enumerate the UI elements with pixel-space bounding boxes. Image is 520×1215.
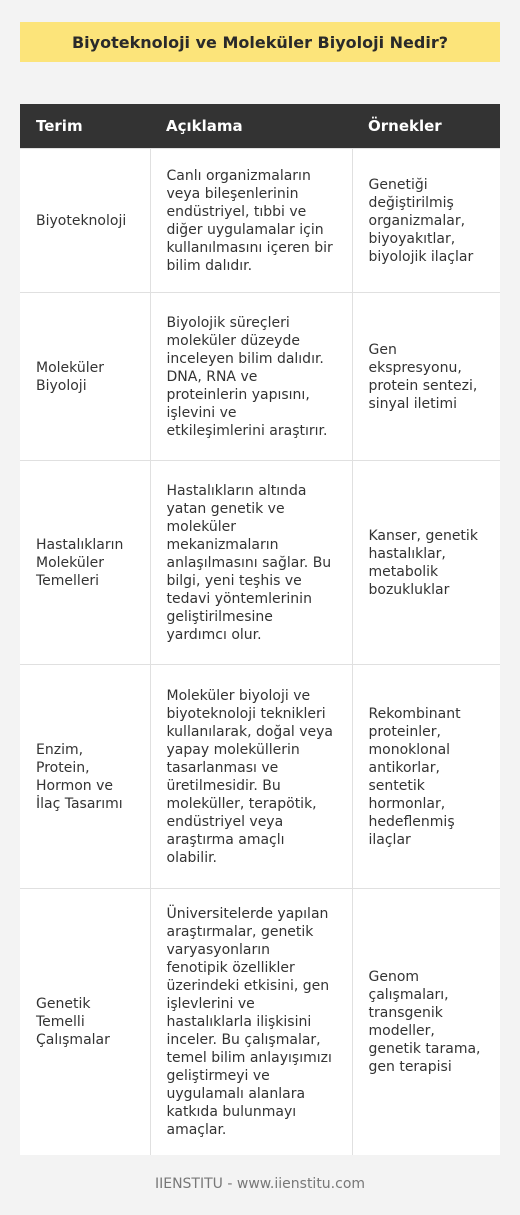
description-cell: Moleküler biyoloji ve biyoteknoloji teknikleri kullanılarak, doğal veya yapay moleküllerin tasarlanması ve üretilmesidir. Bu moleküller, terapötik, endüstriyel veya araştırma amaçlı olabilir.: [150, 665, 352, 889]
page-title-text: Biyoteknoloji ve Moleküler Biyoloji Nedir?: [71, 32, 449, 52]
term-cell: Biyoteknoloji: [20, 149, 150, 293]
examples-cell: Genom çalışmaları, transgenik modeller, genetik tarama, gen terapisi: [352, 889, 500, 1155]
term-cell: Hastalıkların Moleküler Temelleri: [20, 461, 150, 665]
table-header-row: [20, 104, 500, 149]
page-title: [20, 22, 500, 62]
table-row: [20, 461, 500, 665]
description-cell: Üniversitelerde yapılan araştırmalar, genetik varyasyonların fenotipik özellikler üzerindeki etkisini, gen işlevlerini ve hastalıklarla ilişkisini inceler. Bu çalışmalar, temel bilim anlayışımızı geliştirmeyi ve uygulamalı alanlara katkıda bulunmayı amaçlar.: [150, 889, 352, 1155]
term-cell: Moleküler Biyoloji: [20, 293, 150, 461]
description-cell: Biyolojik süreçleri moleküler düzeyde inceleyen bilim dalıdır. DNA, RNA ve proteinlerin yapısını, işlevini ve etkileşimlerini araştırır.: [150, 293, 352, 461]
footer-credit: IIENSTITU - www.iienstitu.com: [154, 1176, 366, 1192]
term-cell: Genetik Temelli Çalışmalar: [20, 889, 150, 1155]
examples-cell: Gen ekspresyonu, protein sentezi, sinyal iletimi: [352, 293, 500, 461]
examples-cell: Genetiği değiştirilmiş organizmalar, biyoyakıtlar, biyolojik ilaçlar: [352, 149, 500, 293]
header-examples: Örnekler: [352, 104, 500, 149]
header-term: Terim: [20, 104, 150, 149]
description-cell: Canlı organizmaların veya bileşenlerinin endüstriyel, tıbbi ve diğer uygulamalar için kullanılmasını içeren bir bilim dalıdır.: [150, 149, 352, 293]
description-cell: Hastalıkların altında yatan genetik ve moleküler mekanizmaların anlaşılmasını sağlar. Bu bilgi, yeni teşhis ve tedavi yöntemlerinin geliştirilmesine yardımcı olur.: [150, 461, 352, 665]
table-row: [20, 149, 500, 293]
table-row: [20, 293, 500, 461]
table-row: [20, 665, 500, 889]
term-cell: Enzim, Protein, Hormon ve İlaç Tasarımı: [20, 665, 150, 889]
table-row: [20, 889, 500, 1155]
examples-cell: Kanser, genetik hastalıklar, metabolik bozukluklar: [352, 461, 500, 665]
header-description: Açıklama: [150, 104, 352, 149]
terms-table: [20, 104, 500, 1155]
examples-cell: Rekombinant proteinler, monoklonal antikorlar, sentetik hormonlar, hedeflenmiş ilaçlar: [352, 665, 500, 889]
